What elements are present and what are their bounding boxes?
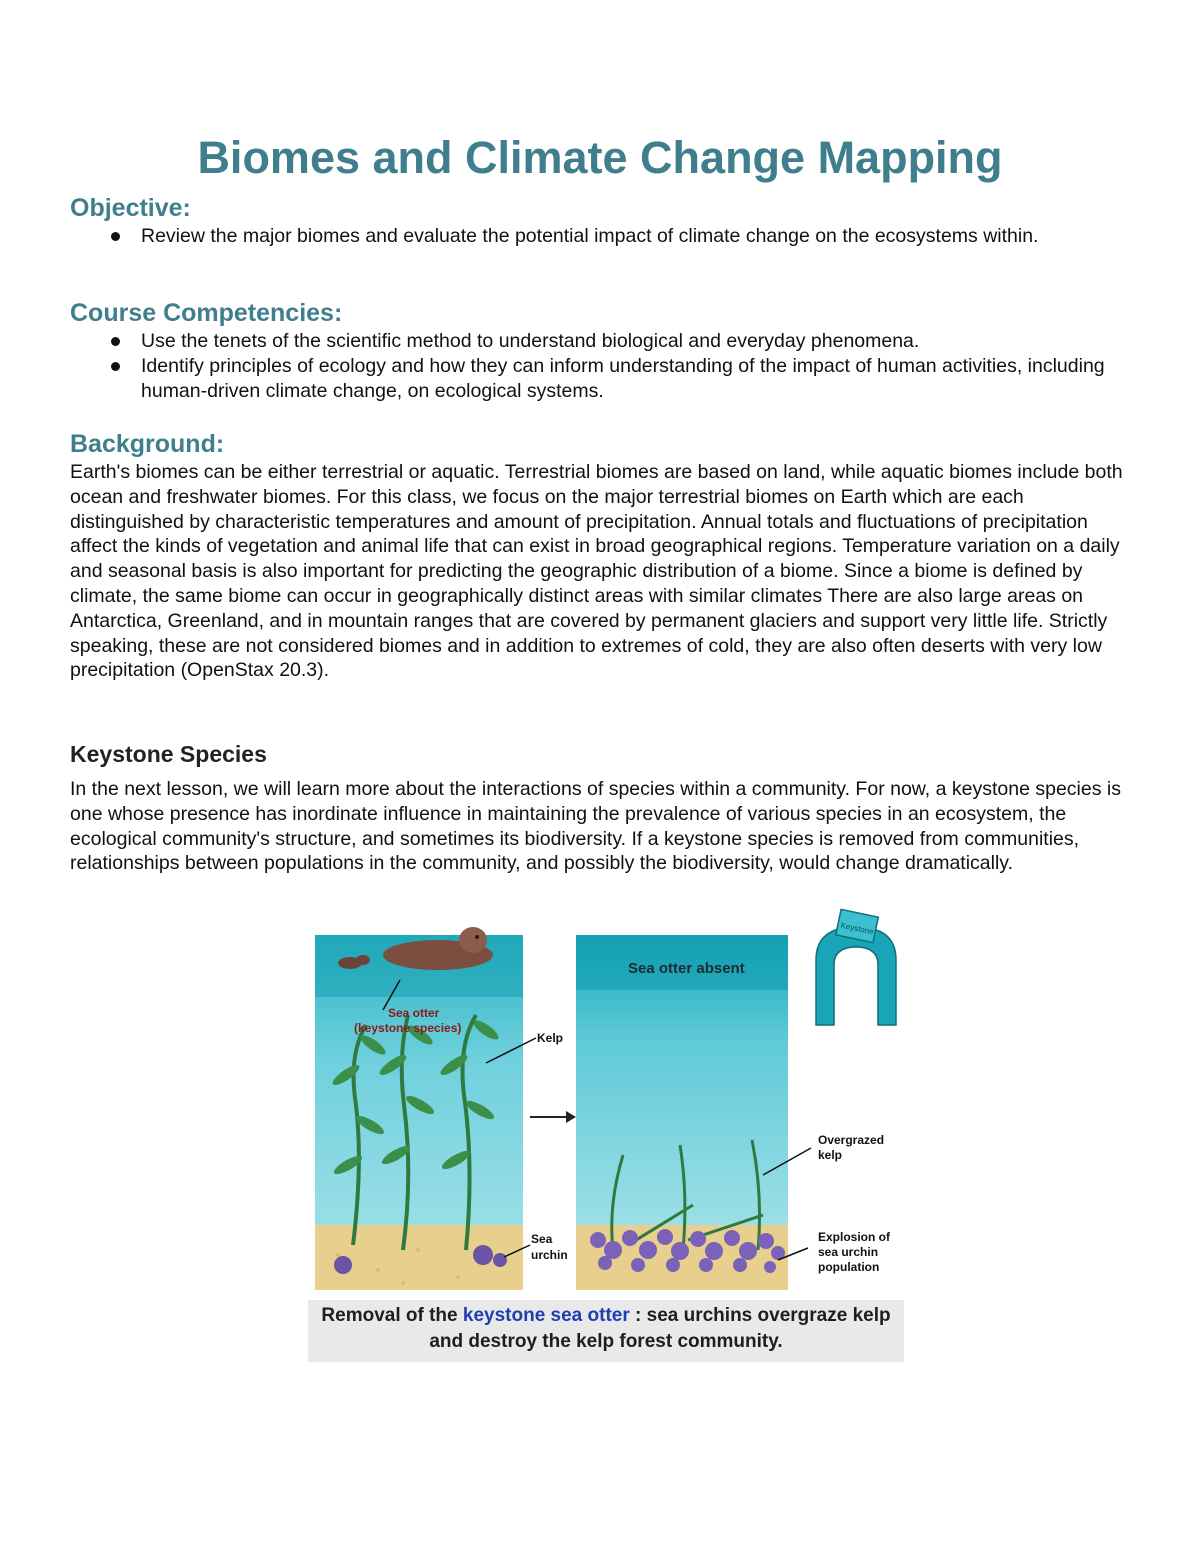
caption-text: Removal of the — [321, 1305, 463, 1326]
explosion-label-2: sea urchin — [818, 1245, 879, 1259]
competencies-heading: Course Competencies: — [70, 299, 343, 327]
background-heading: Background: — [70, 430, 225, 458]
sea-otter-label: Sea otter — [388, 1006, 440, 1020]
competencies-list — [70, 329, 1130, 403]
list-item-text: Review the major biomes and evaluate the potential impact of climate change on the ecosystems within. — [141, 225, 1039, 247]
bullet-icon — [111, 362, 120, 371]
caption-text-end: : sea urchins overgraze kelp — [629, 1305, 891, 1326]
kelp-label: Kelp — [537, 1031, 564, 1045]
bullet-icon — [111, 232, 120, 241]
arrow-right-icon — [530, 1111, 576, 1123]
sea-otter-label-sub: (keystone species) — [354, 1021, 462, 1035]
keystone-heading: Keystone Species — [70, 741, 267, 767]
left-tank — [315, 927, 523, 1290]
objective-list — [70, 224, 1130, 249]
explosion-label: Explosion of — [818, 1230, 890, 1244]
figure-caption — [308, 1300, 904, 1362]
caption-line-1 — [308, 1303, 904, 1329]
explosion-label-3: population — [818, 1260, 880, 1274]
keystone-arch-icon — [816, 909, 896, 1025]
list-item-text: Use the tenets of the scientific method to understand biological and everyday phenomena. — [141, 330, 920, 352]
caption-line-2: and destroy the kelp forest community. — [429, 1331, 783, 1352]
caption-highlight: keystone sea otter — [462, 1305, 630, 1326]
list-item — [70, 224, 1130, 249]
right-tank — [576, 935, 788, 1290]
sea-urchin-label: Sea — [531, 1232, 553, 1246]
sea-otter-absent-label: Sea otter absent — [628, 960, 745, 977]
page-title: Biomes and Climate Change Mapping — [197, 132, 1003, 183]
keystone-figure — [308, 905, 910, 1363]
overgrazed-kelp-label: Overgrazed — [818, 1133, 885, 1147]
background-paragraph: Earth's biomes can be either terrestrial or aquatic. Terrestrial biomes are based on land, while aquatic biomes include both ocean and freshwater biomes. For this class, we focus on the major terrestrial biomes on Earth which are each distinguished by characteristic temperatures and amount of precipitation. Annual totals and fluctuations of precipitation affect the kinds of vegetation and animal life that can exist in broad geographical regions. Temperature variation on a daily and seasonal basis is also important for predicting the geographic distribution of a biome. Since a biome is defined by climate, the same biome can occur in geographically distinct areas with similar climates There are also large areas on Antarctica, Greenland, and in mountain ranges that are covered by permanent glaciers and support very little life. Strictly speaking, these are not considered biomes and in addition to extremes of cold, they are also often deserts with very low precipitation (OpenStax 20.3). — [70, 461, 1123, 682]
kelp-forest-illustration — [308, 905, 910, 1300]
objective-heading: Objective: — [70, 194, 191, 222]
bullet-icon — [111, 337, 120, 346]
list-item — [70, 354, 1130, 404]
overgrazed-kelp-label-sub: kelp — [818, 1148, 843, 1162]
list-item-text: Identify principles of ecology and how they can inform understanding of the impact of human activities, including human-driven climate change, on ecological systems. — [141, 354, 1105, 402]
list-item — [70, 329, 1130, 354]
sea-urchin-label-sub: urchin — [531, 1248, 568, 1262]
keystone-paragraph: In the next lesson, we will learn more about the interactions of species within a community. For now, a keystone species is one whose presence has inordinate influence in maintaining the prevalence of various species in an ecosystem, the ecological community's structure, and sometimes its biodiversity. If a keystone species is removed from communities, relationships between populations in the community, and possibly the biodiversity, would change dramatically. — [70, 778, 1121, 875]
keystone-arch-label: Keystone — [839, 920, 875, 937]
